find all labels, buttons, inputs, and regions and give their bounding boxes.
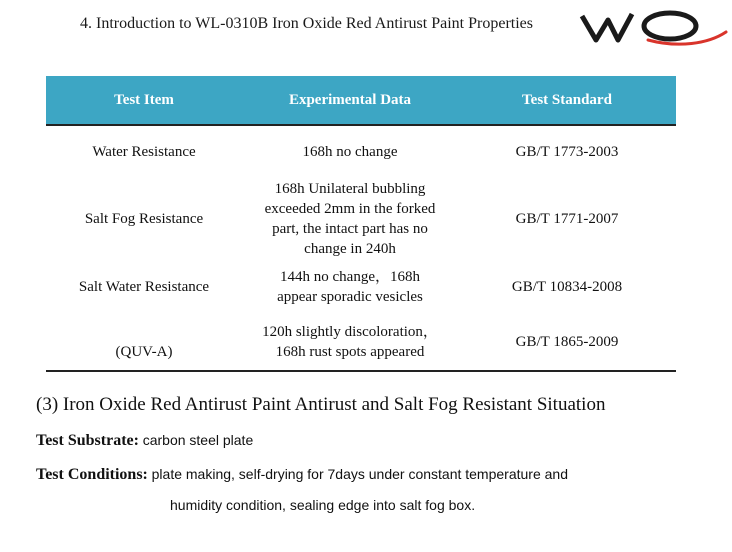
test-substrate-line <box>36 432 253 450</box>
test-conditions-value-continued: humidity condition, sealing edge into salt fog box. <box>170 497 476 513</box>
cell-test-item: Salt Fog Resistance <box>84 211 204 227</box>
cell-experimental-data: 120h slightly discoloration，168h rust spots appeared <box>242 313 458 371</box>
properties-table <box>46 76 676 372</box>
table-row <box>46 177 676 261</box>
table-row <box>46 313 676 371</box>
table-header-row <box>46 76 676 125</box>
cell-test-item: Water Resistance <box>92 143 196 160</box>
cell-test-standard: GB/T 1771-2007 <box>515 211 619 227</box>
wq-logo <box>578 6 728 48</box>
cell-experimental-data: 168h no change <box>302 143 398 160</box>
section-heading: (3) Iron Oxide Red Antirust Paint Antirust and Salt Fog Resistant Situation <box>36 394 606 415</box>
table-row <box>46 261 676 313</box>
cell-test-item: Salt Water Resistance <box>78 279 210 295</box>
header-experimental-data: Experimental Data <box>242 76 458 125</box>
page-title: 4. Introduction to WL-0310B Iron Oxide Red Antirust Paint Properties <box>80 15 533 32</box>
test-conditions-label: Test Conditions: <box>36 466 148 483</box>
cell-test-item: (QUV-A) <box>46 313 242 371</box>
test-substrate-value: carbon steel plate <box>142 432 254 448</box>
header-test-standard: Test Standard <box>458 76 676 125</box>
cell-experimental-data: 144h no change，168h appear sporadic vesicles <box>277 269 423 305</box>
test-conditions-line <box>36 466 568 484</box>
cell-test-standard: GB/T 10834-2008 <box>511 279 623 295</box>
table-row <box>46 125 676 177</box>
cell-test-standard: GB/T 1773-2003 <box>515 143 619 160</box>
test-substrate-label: Test Substrate: <box>36 432 139 449</box>
header-test-item: Test Item <box>46 76 242 125</box>
logo-w-shape <box>582 14 632 40</box>
test-conditions-value: plate making, self-drying for 7days under constant temperature and <box>151 466 568 482</box>
cell-test-standard: GB/T 1865-2009 <box>458 313 676 371</box>
logo-q-shape <box>644 13 696 39</box>
cell-experimental-data: 168h Unilateral bubbling exceeded 2mm in the forked part, the intact part has no change in 240h <box>264 181 436 257</box>
